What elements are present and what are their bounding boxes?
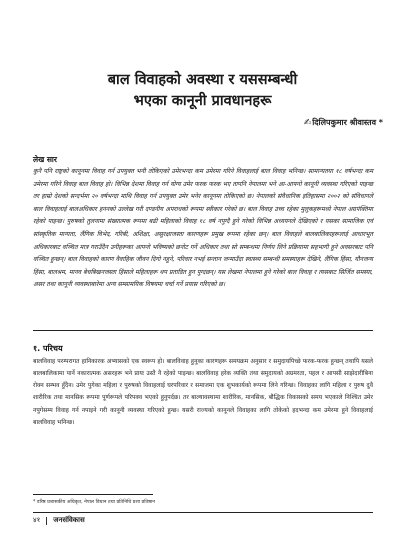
intro-heading: १. परिचय [33,344,63,353]
abstract-text: कुनै पनि राष्ट्रको कानूनमा विवाह गर्न उपयुक्त भनी तोकिएको उमेरभन्दा कम उमेरमा गरिने विवाहलाई बाल विवाह भनिन्छ। सामान्यतया १८ वर्षभन्दा कम उमेरमा गरिने विवाह बाल विवाह हो। विभिन्न देशमा विवाह गर्न योग्य उमेर फरक फरक भए तापनि नेपालमा भने आ-आफ्नो कानूनी व्यवस्था गरिएको पाइन्छ तर हाम्रो देशको सन्दर्भमा २० वर्षभन्दा माथि विवाह गर्न उपयुक्त उमेर भनेर कानूनमा तोकिएको छ। नेपालको संवैधानिक इतिहासमा २००२ को संविधानले बाल विवाहलाई बालअधिकार हननको उल्लेख गरी दण्डनीय अपराधको रूपमा स्वीकार गरेको छ। बाल विवाह उच्च रहेका मुलुकहरूमध्ये नेपाल अग्रपंक्तिमा रहेको पाइन्छ। पुरुषको तुलनामा संख्यात्मक रूपमा बढी महिलाको विवाह १८ वर्ष नपुग्दै हुने गरेको विभिन्न अध्ययनले देखिएको र यसका सामाजिक एवं सांस्कृतिक मान्यता, लैंगिक विभेद, गरिबी, अशिक्षा, असुरक्षाजस्ता कारणहरू प्रमुख रूपमा रहेका छन्। बाल विवाहले बालबालिकाहरूलाई आधारभूत अधिकारबाट वञ्चित मात्र गराउँदैन उनीहरूका आफ्नो भविष्यको छनोट गर्ने अधिकार तथा सो सम्बन्धमा निर्णय लिने प्रक्रियामा सहभागी हुने अवसरबाट पनि वञ्चित हुन्छन्। बाल विवाहको कारण वैवाहिक जीवन दिगो नहुने, परिवार नभई सन्तान जन्माउँदा स्वास्थ्य सम्बन्धी समस्याहरू देखिने, लैंगिक हिंसा, यौनजन्य हिंसा, बालश्रम, मानव बेचबिखनजस्ता हिंसाले महिलाहरू थप प्रताडित हुन पुग्दछन्। यस लेखमा नेपालमा हुने गरेको बाल विवाह र त्यसबाट सिर्जित समस्या, असर तथा कानूनी व्यवस्थाबारेमा अन्य सम्सामयिक विषयमा चर्चा गर्ने प्रयास गरिएको छ। [33,168,373,289]
page-number: ४१ [33,516,41,524]
article-title-line-1: बाल विवाहको अवस्था र यससम्बन्धी [107,72,298,88]
intro-text: बालविवाह परम्परागत हानिकारक अभ्यासको एक स्वरूप हो। बालविवाह हुनुका कारणहरू समयक्रम अनुसार र समुदायपिच्छे फरक-फरक हुन्छन् तथापि यसले बालबालिकामा पार्ने नकारात्मक असरहरू भने प्रायः उस्तै नै रहेको पाइन्छ। बालविवाह हरेक व्यक्ति तथा समुदायको अग्रमरता, पहल र आपसी साझेदारीबिना रोक्न सम्भव हुँदैन। उमेर पुगेका महिला र पुरुषको विवाहलाई घरपरिवार र समाजमा एक शुभकार्यको रूपमा लिने गरिन्छ। विवाहका लागि महिला र पुरुष दुवै शारीरिक तथा मानसिक रूपमा पूर्णरूपले परिपक्व भएको हुनुपर्दछ। तर बाल्यावस्थामा शारीरिक, मानसिक, बौद्धिक विकासको समय भएकाले निश्चित उमेर नपुगेसम्म विवाह गर्न नपाइने गरी कानूनी व्यवस्था गरिएको हुन्छ। यसरी राज्यको कानूनले विवाहका लागि तोकेको हदभन्दा कम उमेरमा हुने विवाहलाई बालविवाह भनिन्छ। [33,358,373,426]
abstract-divider [33,330,373,331]
footer-divider [33,512,373,513]
footnote-divider [33,494,153,495]
pen-icon: ✍ [303,118,312,128]
author-byline [304,117,383,128]
abstract-heading: लेख सार [33,155,57,164]
author-name: दिलिपकुमार श्रीवास्तव * [312,118,383,127]
article-title-line-2: भएका कानूनी प्रावधानहरू [133,93,272,109]
page-footer [33,516,85,525]
footnote: * वरिष्ठ प्रशासकीय अधिकृत, नेपाल विधान तथा प्रतिनिधि प्रशा प्रतिष्ठान [33,500,155,505]
footer-separator [46,517,47,525]
journal-name: जनसंविकास [53,516,85,524]
